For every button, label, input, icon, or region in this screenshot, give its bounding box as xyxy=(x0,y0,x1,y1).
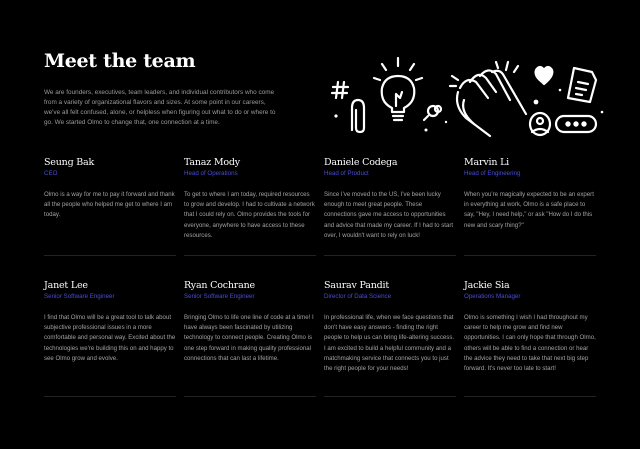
divider xyxy=(464,255,596,256)
member-name: Jackie Sia xyxy=(464,280,510,291)
divider xyxy=(44,255,176,256)
clapping-hands-icon xyxy=(450,62,526,136)
member-name: Daniele Codega xyxy=(324,157,398,168)
pushpin-icon xyxy=(424,106,441,120)
divider xyxy=(184,396,316,397)
team-intro-text: We are founders, executives, team leaders, and individual contributors who come from a variety of organizational flavors and sizes. At some point in our careers, we've all felt confused, alone, or helpless when figuring out what to do or where to go. We started Olmo to change that, one connection at a time. xyxy=(44,89,276,126)
team-member-card xyxy=(184,280,316,364)
member-quote: To get to where I am today, required resources to grow and develop. I had to cultivate a network that I could rely on. Olmo provides the tools for everyone, anywhere to have access to these resources. xyxy=(184,191,315,239)
divider xyxy=(324,255,456,256)
member-quote: Bringing Olmo to life one line of code at a time! I have always been fascinated by utilizing technology to connect people. Creating Olmo is one step forward in making quality professional connections that can last a lifetime. xyxy=(184,314,314,362)
member-name: Seung Bak xyxy=(44,157,95,168)
team-member-card xyxy=(464,280,596,374)
divider xyxy=(324,396,456,397)
heart-icon xyxy=(536,67,553,84)
member-name: Ryan Cochrane xyxy=(184,280,255,291)
user-avatar-icon xyxy=(530,113,550,135)
member-quote: I find that Olmo will be a great tool to talk about subjective professional issues in a more comfortable and personal way. Excited about the technologies we're building this on and happy to see Olmo grow and evolve. xyxy=(44,314,176,362)
member-quote: Since I've moved to the US, I've been lucky enough to meet great people. These connections gave me access to opportunities and advice that made my career. If I had to start over, I wouldn't want to rely on luck! xyxy=(324,191,454,239)
team-member-card xyxy=(464,157,596,231)
member-quote: In professional life, when we face questions that don't have easy answers - finding the right people to help us can bring life-altering success. I am excited to build a helpful community and a matchmaking service that connects you to just the right people for your needs! xyxy=(324,314,455,373)
team-member-card xyxy=(184,157,316,241)
chat-bubble-icon xyxy=(556,116,596,132)
member-name: Marvin Li xyxy=(464,157,510,168)
member-role: Head of Operations xyxy=(184,170,238,177)
member-name: Tanaz Mody xyxy=(184,157,240,168)
member-quote: Olmo is something I wish I had throughout my career to help me grow and find new opportunities. I can only hope that through Olmo, others will be able to find a connection or hear the advice they need to take that next big step forward. It's never too late to start! xyxy=(464,314,596,373)
member-role: Director of Data Science xyxy=(324,293,392,300)
divider xyxy=(184,255,316,256)
member-role: Head of Product xyxy=(324,170,369,177)
member-role: CEO xyxy=(44,170,58,177)
hashtag-icon xyxy=(332,82,348,98)
divider xyxy=(44,396,176,397)
member-quote: Olmo is a way for me to pay it forward and thank all the people who helped me get to where I am today. xyxy=(44,191,175,219)
team-member-card xyxy=(44,157,176,221)
document-icon xyxy=(568,68,596,102)
team-member-card xyxy=(324,280,456,374)
team-member-card xyxy=(324,157,456,241)
member-role: Senior Software Engineer xyxy=(44,293,115,300)
divider xyxy=(464,396,596,397)
lightbulb-icon xyxy=(374,58,422,120)
member-role: Operations Manager xyxy=(464,293,521,300)
page-title: Meet the team xyxy=(44,50,196,72)
member-name: Saurav Pandit xyxy=(324,280,389,291)
paperclip-icon xyxy=(352,100,364,132)
member-role: Senior Software Engineer xyxy=(184,293,255,300)
team-illustration xyxy=(330,48,606,140)
member-quote: When you're magically expected to be an expert in everything at work, Olmo is a safe place to say, "Hey, I need help," or ask "How do I do this new and scary thing?" xyxy=(464,191,594,229)
member-role: Head of Engineering xyxy=(464,170,521,177)
member-name: Janet Lee xyxy=(44,280,88,291)
team-member-card xyxy=(44,280,176,364)
